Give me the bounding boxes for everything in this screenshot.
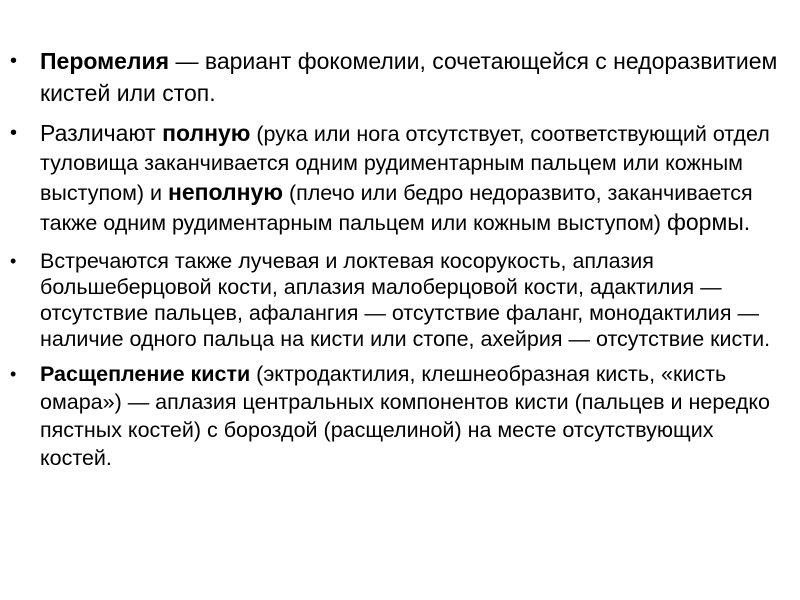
term-full: полную [162,120,251,146]
bullet-marker: • [10,364,17,384]
bullet-list [10,45,790,472]
forms-ending: формы. [666,209,751,235]
bullet-marker: • [10,122,18,144]
list-item-other-anomalies [10,248,790,352]
full-form-description: (рука или нога отсутствует, соответствующий отдел туловища заканчивается одним рудиментарным пальцем или кожным выступом) и [40,122,770,205]
list-item-peromelia [10,45,790,109]
partial-form-description: (плечо или бедро недоразвито, заканчивается также одним рудиментарным пальцем или кожным выступом) [40,181,753,235]
list-item-split-hand [10,360,790,472]
bullet-marker: • [10,50,18,72]
term-split-hand: Расщепление кисти [40,362,251,386]
term-partial: неполную [167,179,283,205]
split-hand-definition: (эктродактилия, клешнеобразная кисть, «кисть омара») — аплазия центральных компонентов кисти (пальцев и нередко пястных костей) с бороздой (расщелиной) на месте отсутствующих костей. [40,362,770,470]
peromelia-definition: — вариант фокомелии, сочетающейся с недоразвитием кистей или стоп. [40,48,778,106]
forms-intro: Различают [40,120,163,146]
term-peromelia: Перомелия [40,48,170,74]
list-item-forms [10,119,790,238]
bullet-marker: • [10,251,17,271]
other-anomalies-text: Встречаются также лучевая и локтевая косорукость, аплазия большеберцовой кости, аплазия малоберцовой кости, адактилия — отсутствие пальцев, афалангия — отсутствие фаланг, монодактилия — наличие одного пальца на кисти или стопе, ахейрия — отсутствие кисти. [40,249,771,351]
